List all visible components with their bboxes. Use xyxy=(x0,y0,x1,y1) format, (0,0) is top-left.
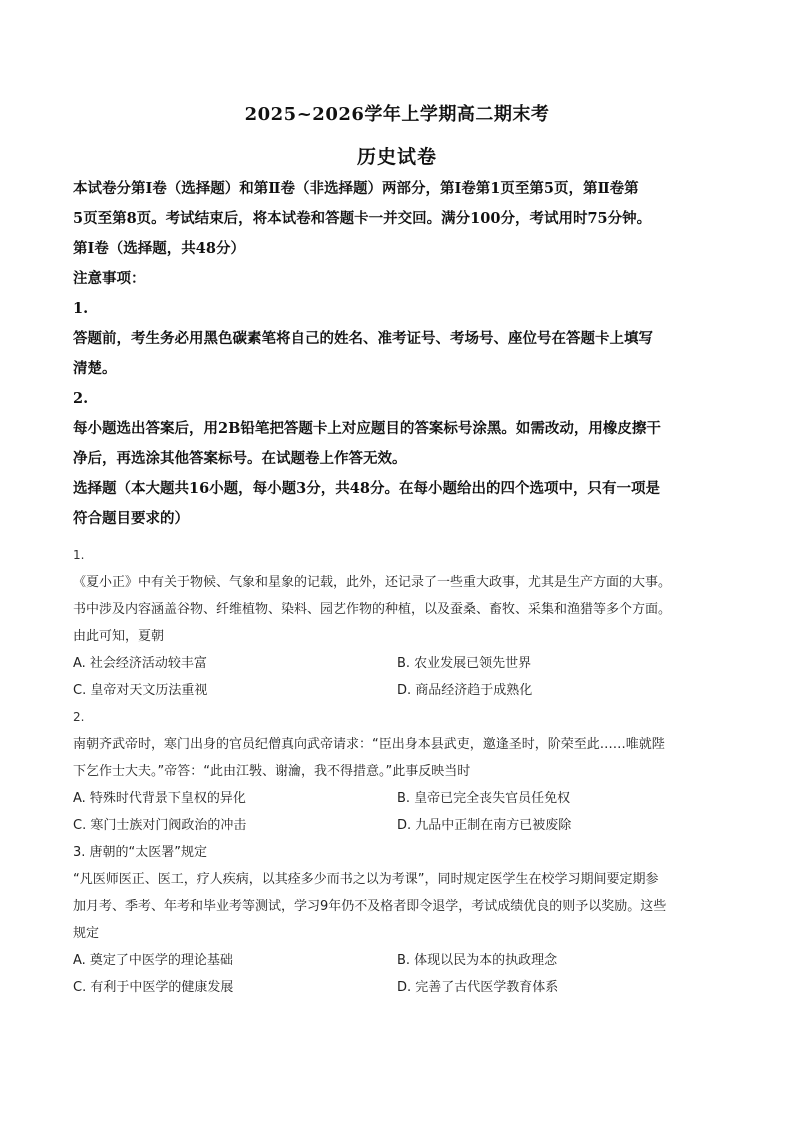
option-d: D. 九品中正制在南方已被废除 xyxy=(397,818,572,833)
notice-number: 1. xyxy=(73,300,89,317)
question-stem-line: 规定 xyxy=(73,926,100,941)
option-c: C. 寒门士族对门阀政治的冲击 xyxy=(73,818,247,833)
question-number: 2. xyxy=(73,710,85,724)
option-d: D. 完善了古代医学教育体系 xyxy=(397,980,559,995)
question-stem-line: 加月考、季考、年考和毕业考等测试，学习9年仍不及格者即令退学，考试成绩优良的则予以奖励。这些 xyxy=(73,899,667,914)
options-row xyxy=(73,650,723,677)
options-row xyxy=(73,812,723,839)
option-a: A. 社会经济活动较丰富 xyxy=(73,656,207,671)
option-c: C. 皇帝对天文历法重视 xyxy=(73,683,208,698)
option-b: B. 皇帝已完全丧失官员任免权 xyxy=(397,791,571,806)
notice-line: 每小题选出答案后，用2B铅笔把答题卡上对应题目的答案标号涂黑。如需改动，用橡皮擦干 xyxy=(73,420,661,437)
question-stem-line: 由此可知，夏朝 xyxy=(73,629,165,644)
section-heading: 选择题（本大题共16小题，每小题3分，共48分。在每小题给出的四个选项中，只有一项是 xyxy=(73,480,660,497)
questions-block xyxy=(73,542,723,1001)
question-stem-line: 下乞作士大夫。”帝答：“此由江斅、谢瀹，我不得措意。”此事反映当时 xyxy=(73,764,471,779)
question-stem-line: 书中涉及内容涵盖谷物、纤维植物、染料、园艺作物的种植，以及蚕桑、畜牧、采集和渔猎等多个方面。 xyxy=(73,602,672,617)
question-number: 1. xyxy=(73,548,85,562)
notice-line: 净后，再选涂其他答案标号。在试题卷上作答无效。 xyxy=(73,450,407,467)
option-a: A. 特殊时代背景下皇权的异化 xyxy=(73,791,246,806)
option-b: B. 农业发展已领先世界 xyxy=(397,656,532,671)
option-c: C. 有利于中医学的健康发展 xyxy=(73,980,234,995)
question-stem-line: “凡医师医正、医工，疗人疾病，以其痊多少而书之以为考课”，同时规定医学生在校学习期间要定期参 xyxy=(73,872,659,887)
intro-block xyxy=(73,174,723,534)
question-stem-line: 《夏小正》中有关于物候、气象和星象的记载，此外，还记录了一些重大政事，尤其是生产方面的大事。 xyxy=(73,575,672,590)
question-number: 3. 唐朝的“太医署”规定 xyxy=(73,845,208,860)
option-d: D. 商品经济趋于成熟化 xyxy=(397,683,533,698)
part-heading: 第Ⅰ卷（选择题，共48分） xyxy=(73,240,245,257)
intro-line: 5页至第8页。考试结束后，将本试卷和答题卡一并交回。满分100分，考试用时75分钟。 xyxy=(73,210,652,227)
notice-number: 2. xyxy=(73,390,89,407)
notice-line: 答题前，考生务必用黑色碳素笔将自己的姓名、准考证号、考场号、座位号在答题卡上填写 xyxy=(73,330,653,347)
notice-heading: 注意事项： xyxy=(73,270,146,287)
option-a: A. 奠定了中医学的理论基础 xyxy=(73,953,233,968)
question-stem-line: 南朝齐武帝时，寒门出身的官员纪僧真向武帝请求：“臣出身本县武吏，邀逢圣时，阶荣至此……唯就陛 xyxy=(73,737,665,752)
option-b: B. 体现以民为本的执政理念 xyxy=(397,953,558,968)
options-row xyxy=(73,947,723,974)
section-heading: 符合题目要求的） xyxy=(73,510,189,527)
options-row xyxy=(73,785,723,812)
intro-line: 本试卷分第Ⅰ卷（选择题）和第Ⅱ卷（非选择题）两部分，第Ⅰ卷第1页至第5页，第Ⅱ卷第 xyxy=(73,180,639,197)
options-row xyxy=(73,677,723,704)
notice-line: 清楚。 xyxy=(73,360,117,377)
options-row xyxy=(73,974,723,1001)
exam-title: 2025~2026学年上学期高二期末考 xyxy=(244,104,550,125)
exam-subject: 历史试卷 xyxy=(356,146,437,168)
